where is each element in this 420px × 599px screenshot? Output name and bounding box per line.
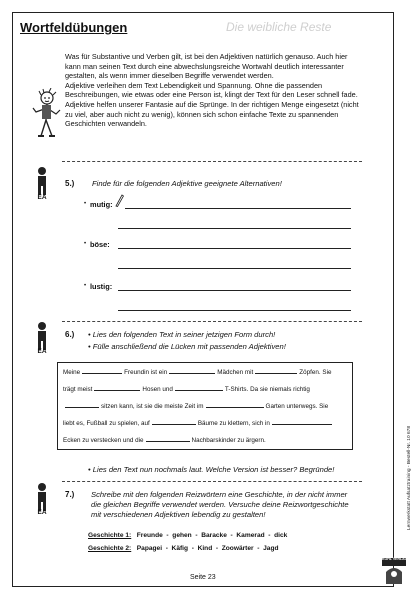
bullet-icon: • xyxy=(84,241,87,247)
side-publisher-text: Lernwerkstatt Aufsatztraining - Bestell-Nr. 10 678 xyxy=(407,426,412,530)
student-figure-icon xyxy=(34,321,50,351)
blank-gap[interactable] xyxy=(65,407,99,408)
cloze-line: liebt es, Fußball zu spielen, auf Bäume zu klettern, sich in xyxy=(63,420,334,427)
task-6-number: 6.) xyxy=(65,330,75,339)
cloze-line: trägt meist Hosen und T-Shirts. Da sie niemals richtig xyxy=(63,386,310,393)
logo-text: KOHL VERLAG xyxy=(382,557,408,561)
answer-line[interactable] xyxy=(118,290,351,291)
cloze-line: sitzen kann, ist sie die meiste Zeit im Garten unterwegs. Sie xyxy=(63,403,328,410)
adjective-lustig: lustig: xyxy=(90,282,113,291)
ea-label: EA xyxy=(37,509,47,516)
blank-gap[interactable] xyxy=(152,424,196,425)
intro-text xyxy=(65,52,365,129)
answer-line[interactable] xyxy=(118,228,351,229)
answer-line[interactable] xyxy=(125,208,351,209)
bullet-icon: • xyxy=(84,201,87,207)
bullet-icon: • xyxy=(84,283,87,289)
page-number: Seite 23 xyxy=(190,574,216,581)
story-2-line: Geschichte 2: Papagei - Käfig - Kind - Zoowärter - Jagd xyxy=(88,545,279,552)
cloze-line: Meine Freundin ist ein Mädchen mit Zöpfen. Sie xyxy=(63,369,332,376)
blank-gap[interactable] xyxy=(146,441,190,442)
adjective-boese: böse: xyxy=(90,240,110,249)
answer-line[interactable] xyxy=(118,268,351,269)
blank-gap[interactable] xyxy=(175,390,223,391)
task-6-bullet-1: • Lies den folgenden Text in seiner jetzigen Form durch! xyxy=(88,330,276,339)
task-6-bullet-3: • Lies den Text nun nochmals laut. Welche Version ist besser? Begründe! xyxy=(88,465,335,474)
cloze-line: Ecken zu verstecken und die Nachbarskinder zu ärgern. xyxy=(63,437,266,444)
task-6-bullet-2: • Fülle anschließend die Lücken mit passenden Adjektiven! xyxy=(88,342,286,351)
blank-gap[interactable] xyxy=(82,373,122,374)
cartoon-worker-icon xyxy=(30,88,62,140)
section-divider xyxy=(62,161,362,162)
student-figure-icon xyxy=(34,482,50,512)
blank-gap[interactable] xyxy=(169,373,215,374)
section-divider xyxy=(62,321,362,322)
answer-line[interactable] xyxy=(118,310,351,311)
blank-gap[interactable] xyxy=(255,373,297,374)
ea-label: EA xyxy=(37,348,47,355)
answer-line[interactable] xyxy=(118,248,351,249)
story-1-line: Geschichte 1: Freunde - gehen - Baracke - Kamerad - dick xyxy=(88,532,288,539)
blank-gap[interactable] xyxy=(272,424,332,425)
pencil-icon xyxy=(114,193,124,207)
blank-gap[interactable] xyxy=(94,390,140,391)
intro-paragraph-1: Was für Substantive und Verben gilt, ist bei den Adjektiven natürlich genauso. Auch hier kann man seinen Text durch eine abwechslungsreiche Wortwahl deutlich interessanter gestalten, als wenn immer dieselben Begriffe verwendet werden. xyxy=(65,52,348,81)
task-7-number: 7.) xyxy=(65,490,75,499)
task-5-number: 5.) xyxy=(65,179,75,188)
blank-gap[interactable] xyxy=(206,407,264,408)
cloze-text-box xyxy=(57,362,353,450)
task-7-instruction: Schreibe mit den folgenden Reizwörtern eine Geschichte, in der nicht immer die gleichen Begriffe verwendet werden. Versuche deine Reizwortgeschichte mit verschiedenen Adjektiven lebendig zu gestalten! xyxy=(91,490,349,519)
task-5-instruction: Finde für die folgenden Adjektive geeignete Alternativen! xyxy=(92,179,282,188)
faded-heading: Die weibliche Reste xyxy=(226,20,332,34)
student-figure-icon xyxy=(34,166,50,196)
page-title: Wortfeldübungen xyxy=(20,20,128,35)
intro-paragraph-2: Adjektive verleihen dem Text Lebendigkeit und Spannung. Ohne die passenden Beschreibungen, wie etwas oder eine Person ist, klingt der Text für den Leser schnell fade. Adjektive helfen unserer Fantasie auf die Sprünge. In der richtigen Menge eingesetzt (nicht zu viel, aber auch nicht zu wenig), können sich schon einfache Texte zu spannenden Geschichten verwandeln. xyxy=(65,80,359,129)
section-divider xyxy=(62,481,362,482)
adjective-mutig: mutig: xyxy=(90,200,113,209)
ea-label: EA xyxy=(37,194,47,201)
